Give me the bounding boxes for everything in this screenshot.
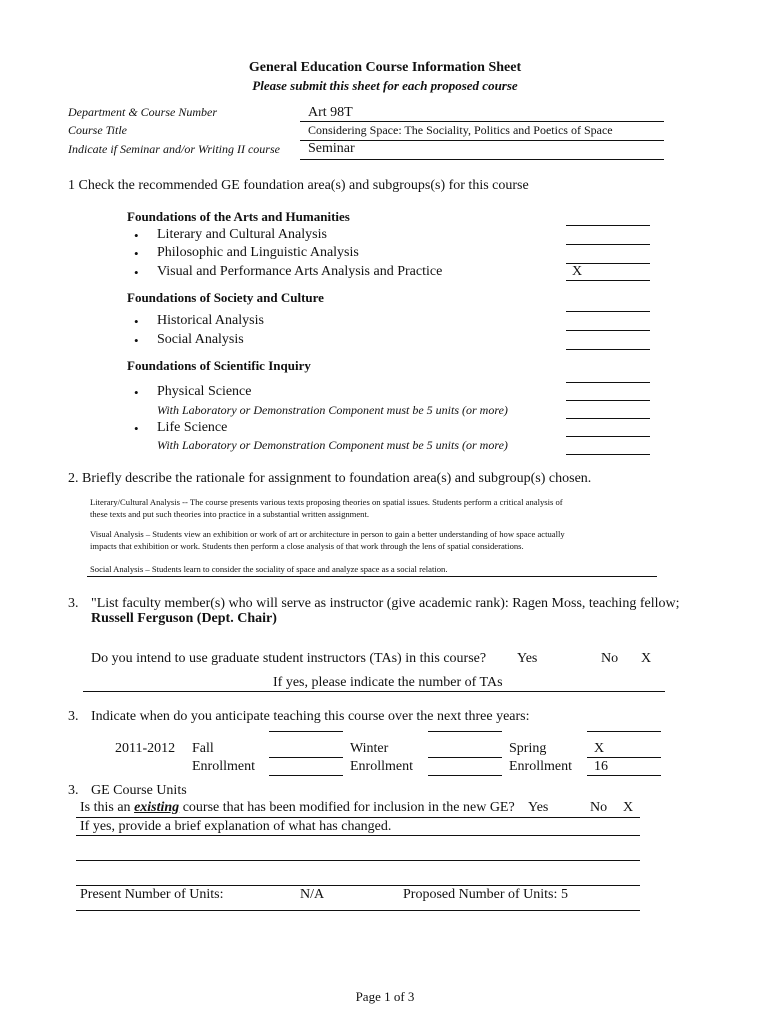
q4-spring: Spring — [509, 741, 547, 756]
bullet-icon: • — [134, 265, 139, 280]
ta-no-mark[interactable]: X — [641, 651, 652, 666]
dept-value: Art 98T — [308, 105, 353, 120]
seminar-label: Indicate if Seminar and/or Writing II course — [68, 142, 280, 156]
q4-number: 3. — [68, 709, 79, 724]
arts-item-2: Philosophic and Linguistic Analysis — [157, 245, 359, 260]
society-heading: Foundations of Society and Culture — [127, 290, 324, 305]
bullet-icon: • — [134, 228, 139, 243]
q2-para2-line2: impacts that exhibition or work. Students then perform a close analysis of that work through the lens of spatial considerations. — [90, 541, 524, 551]
proposed-units-label: Proposed Number of Units: — [403, 887, 558, 902]
q2-para3: Social Analysis – Students learn to consider the sociality of space and analyze space as a social relation. — [90, 564, 448, 574]
page-subtitle: Please submit this sheet for each proposed course — [252, 78, 518, 93]
science-check-1[interactable] — [566, 365, 650, 383]
arts-check-2[interactable] — [566, 227, 650, 245]
q2-para1-line1: Literary/Cultural Analysis -- The course presents various texts proposing theories on spatial issues. Students perform a critical analysis of — [90, 497, 563, 507]
title-label: Course Title — [68, 123, 128, 137]
bullet-icon: • — [134, 421, 139, 436]
q3-text-line2: Russell Ferguson (Dept. Chair) — [91, 611, 277, 626]
science-heading: Foundations of Scientific Inquiry — [127, 358, 311, 373]
q4-fall: Fall — [192, 741, 214, 756]
proposed-units-value[interactable]: 5 — [561, 887, 568, 902]
q4-spring-enrollment-value[interactable]: 16 — [594, 759, 608, 774]
page-number: Page 1 of 3 — [355, 989, 415, 1004]
q4-winter: Winter — [350, 741, 389, 756]
science-item-1: Physical Science — [157, 384, 252, 399]
title-value: Considering Space: The Sociality, Politics and Poetics of Space — [308, 123, 613, 137]
ta-number-label: If yes, please indicate the number of TAs — [273, 675, 503, 690]
q5-explain-label: If yes, provide a brief explanation of what has changed. — [80, 819, 392, 834]
q4-text: Indicate when do you anticipate teaching this course over the next three years: — [91, 709, 530, 724]
explain-line[interactable] — [76, 860, 640, 861]
q5-heading: GE Course Units — [91, 783, 187, 798]
bullet-icon: • — [134, 385, 139, 400]
q4-year: 2011-2012 — [115, 741, 176, 756]
q5-number: 3. — [68, 783, 79, 798]
science-item-2: Life Science — [157, 420, 228, 435]
q5-no-mark[interactable]: X — [623, 800, 634, 815]
ta-yes-label: Yes — [517, 651, 538, 666]
q5-yes-label: Yes — [528, 800, 549, 815]
q2-text: 2. Briefly describe the rationale for assignment to foundation area(s) and subgroup(s) chosen. — [68, 471, 592, 486]
science-note-1: With Laboratory or Demonstration Component must be 5 units (or more) — [157, 403, 508, 417]
society-check-1[interactable] — [566, 313, 650, 331]
arts-heading: Foundations of the Arts and Humanities — [127, 209, 350, 224]
dept-label: Department & Course Number — [68, 105, 217, 119]
q4-spring-mark[interactable]: X — [594, 741, 605, 756]
q4-fall-enrollment: Enrollment — [192, 759, 255, 774]
q2-para2-line1: Visual Analysis – Students view an exhibition or work of art or architecture in person to gain a better understanding of how space actually — [90, 529, 565, 539]
science-check-2[interactable] — [566, 383, 650, 401]
ta-no-label: No — [601, 651, 619, 666]
present-units-value[interactable]: N/A — [300, 887, 325, 902]
arts-item-1: Literary and Cultural Analysis — [157, 227, 327, 242]
bullet-icon: • — [134, 314, 139, 329]
society-item-2: Social Analysis — [157, 332, 244, 347]
science-check-5[interactable] — [566, 437, 650, 455]
society-item-1: Historical Analysis — [157, 313, 264, 328]
seminar-value: Seminar — [308, 141, 355, 156]
q3-text-line1: "List faculty member(s) who will serve as instructor (give academic rank): Ragen Moss, teaching fellow; — [91, 596, 680, 611]
explain-line[interactable] — [76, 885, 640, 886]
society-check-2[interactable] — [566, 332, 650, 350]
arts-check-1[interactable] — [566, 208, 650, 226]
q5-no-label: No — [590, 800, 608, 815]
science-check-3[interactable] — [566, 401, 650, 419]
bullet-icon: • — [134, 333, 139, 348]
science-check-4[interactable] — [566, 419, 650, 437]
q4-winter-enrollment: Enrollment — [350, 759, 413, 774]
arts-check-3[interactable]: X — [566, 263, 650, 281]
present-units-label: Present Number of Units: — [80, 887, 224, 902]
q3-number: 3. — [68, 596, 79, 611]
page-title: General Education Course Information Sheet — [248, 60, 522, 75]
ta-question: Do you intend to use graduate student instructors (TAs) in this course? — [91, 651, 487, 666]
q2-para1-line2: these texts and put such theories into practice in a substantial written assignment. — [90, 509, 369, 519]
q5-question: Is this an existing course that has been modified for inclusion in the new GE? — [80, 800, 515, 815]
q1-text: 1 Check the recommended GE foundation area(s) and subgroups(s) for this course — [68, 178, 529, 193]
q4-spring-enrollment: Enrollment — [509, 759, 572, 774]
society-check-0[interactable] — [566, 294, 650, 312]
science-note-2: With Laboratory or Demonstration Component must be 5 units (or more) — [157, 438, 508, 452]
arts-item-3: Visual and Performance Arts Analysis and Practice — [157, 264, 443, 279]
bullet-icon: • — [134, 246, 139, 261]
